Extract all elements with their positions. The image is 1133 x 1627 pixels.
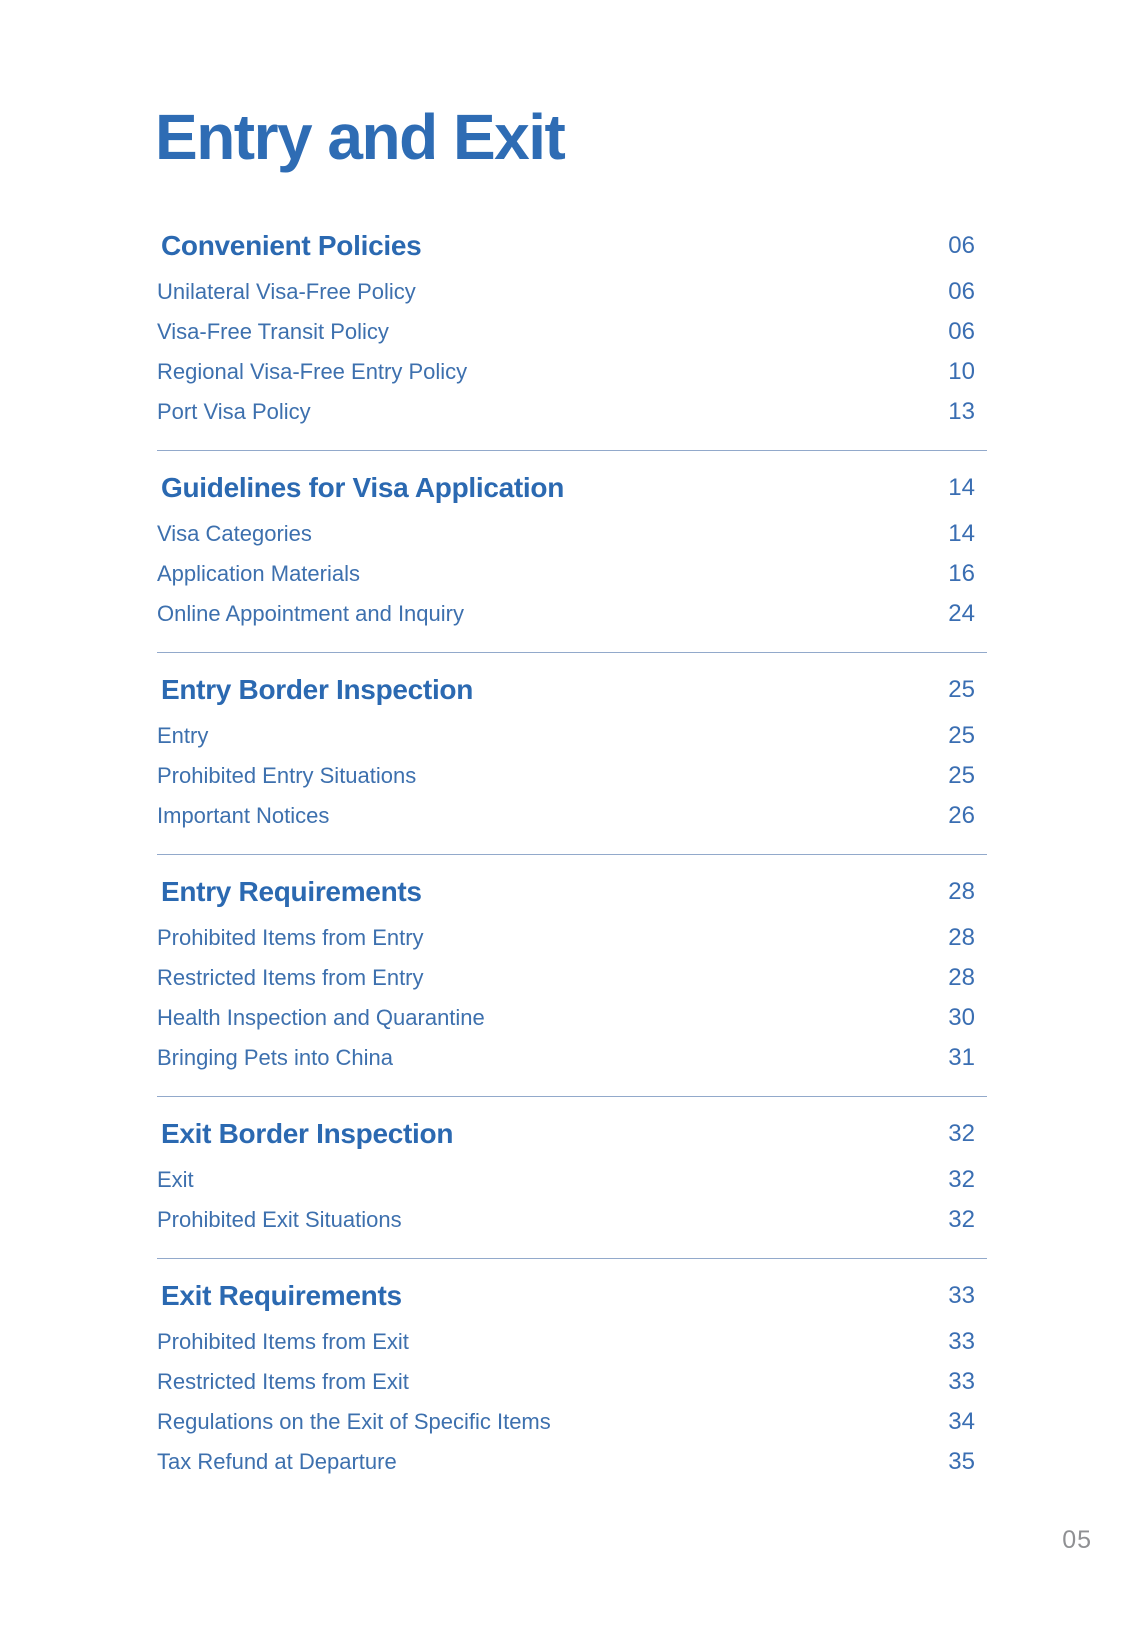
toc-item-title: Restricted Items from Exit [157,1369,409,1394]
toc-item-page: 25 [948,762,975,789]
toc-item-title: Exit [157,1167,194,1192]
toc-section-page: 28 [948,878,975,905]
toc-section-visa-application [157,450,987,652]
toc-section-page: 14 [948,474,975,501]
toc-item-title: Important Notices [157,803,330,828]
toc-item[interactable] [157,756,987,796]
toc-item-title: Visa-Free Transit Policy [157,319,389,344]
toc-item-title: Regional Visa-Free Entry Policy [157,359,468,384]
toc-item-page: 16 [948,560,975,587]
toc-item-title: Entry [157,723,209,748]
toc-item[interactable] [157,1442,987,1482]
toc-section-entry-border-inspection [157,652,987,854]
toc-item-page: 34 [948,1408,975,1435]
toc-section-convenient-policies [157,231,987,450]
toc-item[interactable] [157,1200,987,1240]
toc-item-title: Visa Categories [157,521,312,546]
toc-item-page: 24 [948,600,975,627]
toc-section-title: Entry Requirements [161,876,422,907]
toc-item[interactable] [157,272,987,312]
toc-item[interactable] [157,958,987,998]
toc-item-page: 32 [948,1206,975,1233]
toc-item-page: 28 [948,964,975,991]
toc-section-heading[interactable] [157,473,987,503]
toc-section-heading[interactable] [157,1281,987,1311]
toc-item-title: Prohibited Entry Situations [157,763,417,788]
toc-item-page: 06 [948,318,975,345]
toc-item-title: Regulations on the Exit of Specific Items [157,1409,551,1434]
toc-item[interactable] [157,392,987,432]
toc-item-title: Prohibited Items from Exit [157,1329,409,1354]
toc-item-title: Prohibited Exit Situations [157,1207,402,1232]
toc-item[interactable] [157,1362,987,1402]
toc-section-heading[interactable] [157,1119,987,1149]
toc-item[interactable] [157,514,987,554]
toc-item-title: Unilateral Visa-Free Policy [157,279,416,304]
toc-section-title: Guidelines for Visa Application [161,472,565,503]
toc-item-page: 25 [948,722,975,749]
toc-section-heading[interactable] [157,877,987,907]
toc-item-title: Restricted Items from Entry [157,965,424,990]
toc-item-title: Port Visa Policy [157,399,311,424]
toc-item-page: 06 [948,278,975,305]
toc-item-page: 31 [948,1044,975,1071]
toc-section-heading[interactable] [157,231,987,261]
toc-item-title: Health Inspection and Quarantine [157,1005,485,1030]
toc-item-page: 28 [948,924,975,951]
toc-item-page: 13 [948,398,975,425]
toc-item[interactable] [157,918,987,958]
toc-section-heading[interactable] [157,675,987,705]
toc-item-title: Tax Refund at Departure [157,1449,397,1474]
toc-item-title: Online Appointment and Inquiry [157,601,464,626]
toc-item-title: Bringing Pets into China [157,1045,394,1070]
toc-item-title: Prohibited Items from Entry [157,925,424,950]
toc-item-page: 14 [948,520,975,547]
toc-section-exit-border-inspection [157,1096,987,1258]
toc-item[interactable] [157,1322,987,1362]
toc-item-page: 33 [948,1328,975,1355]
toc-item-page: 10 [948,358,975,385]
toc-section-page: 33 [948,1282,975,1309]
toc-item[interactable] [157,1038,987,1078]
toc-section-title: Exit Border Inspection [161,1118,454,1149]
toc-section-title: Exit Requirements [161,1280,402,1311]
page-number: 05 [1062,1526,1092,1554]
toc-item[interactable] [157,554,987,594]
toc-item[interactable] [157,312,987,352]
page-title: Entry and Exit [155,101,565,173]
toc-item-page: 32 [948,1166,975,1193]
toc-section-title: Convenient Policies [161,230,422,261]
toc-item-page: 30 [948,1004,975,1031]
toc-item-page: 33 [948,1368,975,1395]
toc-section-entry-requirements [157,854,987,1096]
toc-item[interactable] [157,796,987,836]
toc-item[interactable] [157,594,987,634]
toc-section-title: Entry Border Inspection [161,674,474,705]
toc-section-page: 25 [948,676,975,703]
toc-section-exit-requirements [157,1258,987,1500]
toc-section-page: 32 [948,1120,975,1147]
toc-item[interactable] [157,1402,987,1442]
toc-item[interactable] [157,352,987,392]
toc-section-page: 06 [948,232,975,259]
table-of-contents [157,231,987,1500]
toc-item[interactable] [157,716,987,756]
toc-item-page: 35 [948,1448,975,1475]
toc-item[interactable] [157,1160,987,1200]
toc-item[interactable] [157,998,987,1038]
toc-item-title: Application Materials [157,561,360,586]
toc-item-page: 26 [948,802,975,829]
